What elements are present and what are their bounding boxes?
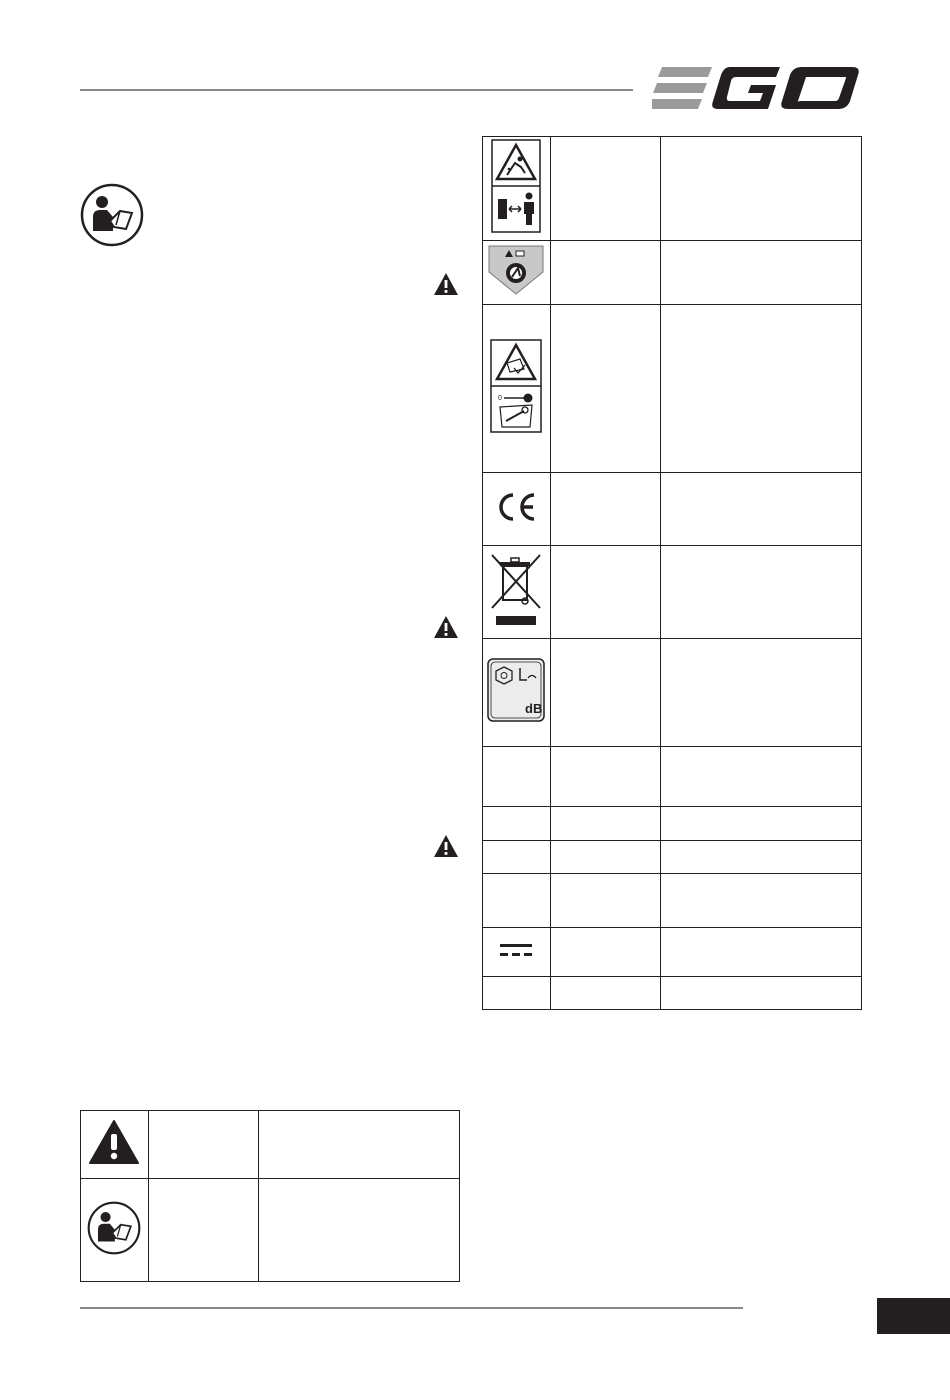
symbol-cell [483,928,551,977]
weee-crossed-bin-icon [489,552,543,628]
symbol-name [550,928,660,977]
symbol-meaning [258,1179,459,1282]
table-row [483,928,862,977]
symbol-cell [81,1179,149,1282]
table-row [483,305,862,473]
table-row [81,1179,460,1282]
symbols-table [482,136,862,1010]
symbol-cell [483,241,551,305]
symbol-meaning [660,137,861,241]
symbol-name [148,1179,258,1282]
symbol-name [550,473,660,546]
symbol-meaning [660,241,861,305]
symbol-cell [483,639,551,747]
table-row [483,807,862,841]
symbol-cell [483,977,551,1010]
symbol-meaning [258,1111,459,1179]
symbol-name [550,639,660,747]
svg-text:0: 0 [498,395,503,402]
symbol-meaning [660,841,861,874]
warning-triangle-icon [433,615,459,639]
footer-rule [80,1307,743,1309]
symbol-meaning [660,473,861,546]
symbol-name [550,747,660,807]
symbol-cell [483,747,551,807]
svg-text:dB: dB [525,701,543,716]
symbol-name [550,807,660,841]
table-row [483,473,862,546]
read-manual-icon [80,183,144,247]
symbol-cell [483,305,551,473]
symbol-cell [483,546,551,639]
thrown-objects-keep-distance-icon [491,139,541,233]
table-row [483,874,862,928]
symbol-cell [483,874,551,928]
hot-surface-read-manual-icon [487,244,545,296]
symbol-name [550,977,660,1010]
symbol-meaning [660,639,861,747]
table-row [483,977,862,1010]
table-row [483,841,862,874]
symbol-name [550,874,660,928]
table-row [483,639,862,747]
remove-key-before-maintenance-icon [490,339,542,433]
symbol-cell [483,473,551,546]
warning-triangle-icon [433,834,459,858]
symbol-meaning [660,546,861,639]
ego-logo [652,64,860,112]
table-row [81,1111,460,1179]
symbol-meaning [660,747,861,807]
symbol-name [550,546,660,639]
symbol-cell [483,841,551,874]
symbol-meaning [660,305,861,473]
symbol-meaning [660,874,861,928]
sound-power-level-icon [487,658,545,722]
symbol-meaning [660,807,861,841]
symbol-meaning [660,977,861,1010]
symbol-name [148,1111,258,1179]
safety-alert-icon [88,1119,140,1165]
header-rule [80,89,633,91]
symbol-cell [81,1111,149,1179]
table-row [483,137,862,241]
read-manual-icon [87,1201,141,1255]
ce-mark-icon [494,492,538,522]
symbol-name [550,305,660,473]
alert-symbols-table [80,1110,460,1282]
warning-triangle-icon [433,272,459,296]
table-row [483,241,862,305]
language-tab [877,1298,950,1334]
symbol-cell [483,807,551,841]
direct-current-icon [499,942,533,958]
table-row [483,546,862,639]
symbol-name [550,137,660,241]
symbol-meaning [660,928,861,977]
symbol-name [550,241,660,305]
symbol-name [550,841,660,874]
table-row [483,747,862,807]
symbol-cell [483,137,551,241]
